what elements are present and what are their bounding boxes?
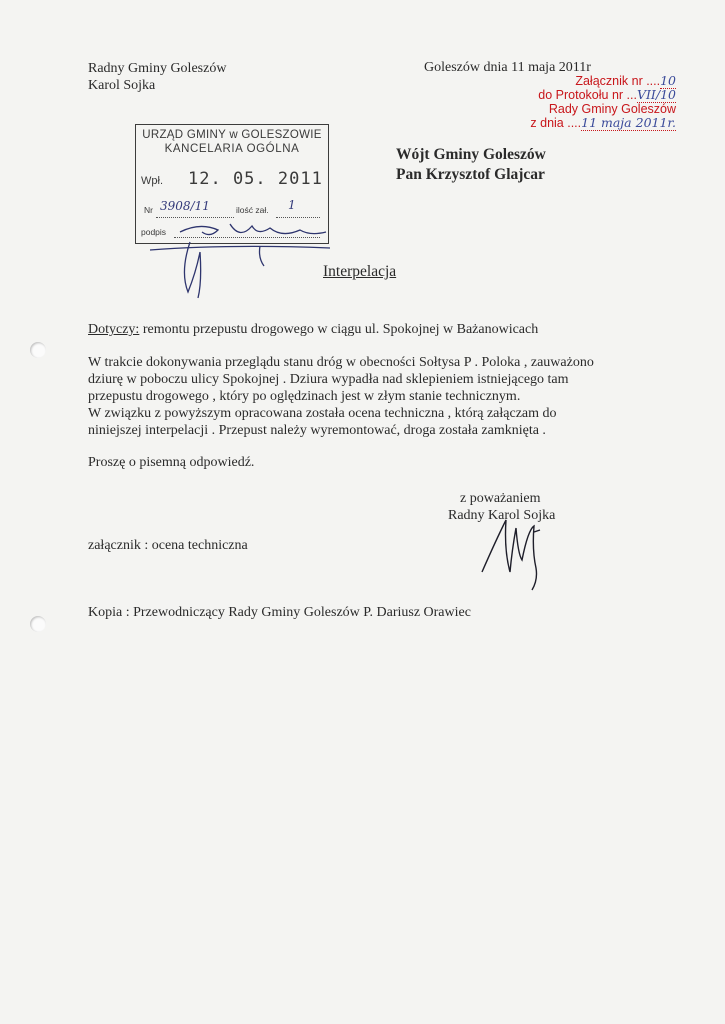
request-line: Proszę o pisemną odpowiedź. [88,455,255,470]
stamp-attachments-value: 1 [288,198,296,212]
protocol-number-label: do Protokołu nr ... [538,88,637,102]
stamp-office: URZĄD GMINY w GOLESZOWIE [142,129,322,141]
stamp-number-dots [156,217,234,218]
body-line: niniejszej interpelacji . Przepust należy wyremontować, droga została zamknięta . [88,423,546,438]
attachment-number-label: Załącznik nr .... [575,74,661,88]
closing-salutation: z poważaniem [460,491,541,506]
closing-name: Radny Karol Sojka [448,508,556,523]
attachment-number-value: 10 [660,73,676,88]
stamp-attachments-label: ilość zał. [236,205,269,215]
punch-hole-bottom [30,616,46,632]
addressee-name: Pan Krzysztof Glajcar [396,166,545,183]
body-line: dziurę w poboczu ulicy Spokojnej . Dziura wypadła nad sklepieniem istniejącego tam [88,372,569,387]
subject-label: Dotyczy: [88,322,140,337]
place-date: Goleszów dnia 11 maja 2011r [424,60,591,75]
sender-block [88,60,226,94]
attachment-date-line [506,116,676,130]
subject-text: remontu przepustu drogowego w ciągu ul. Spokojnej w Bażanowicach [139,322,539,337]
stamp-number-label: Nr [144,205,153,215]
sender-name: Karol Sojka [88,78,156,93]
body-line: W trakcie dokonywania przeglądu stanu dróg w obecności Sołtysa P . Poloka , zauważono [88,355,594,370]
registry-signature-icon [140,222,340,302]
addressee-block [396,145,546,185]
enclosure-line: załącznik : ocena techniczna [88,538,248,553]
document-title: Interpelacja [323,263,397,280]
stamp-signature-label: podpis [141,227,167,237]
author-signature-icon [476,510,556,590]
stamp-received-label: Wpł. [141,175,163,187]
subject-line [88,322,538,338]
body-line: przepustu drogowego , który po oględzinach jest w złym stanie technicznym. [88,389,521,404]
stamp-number-value: 3908/11 [160,199,210,213]
copy-to-line: Kopia : Przewodniczący Rady Gminy Goleszów P. Dariusz Orawiec [88,605,471,620]
stamp-received-date: 12. 05. 2011 [188,169,323,189]
addressee-title: Wójt Gminy Goleszów [396,146,546,163]
protocol-number-line [506,88,676,102]
punch-hole-top [30,342,46,358]
stamp-attachments-dots [276,217,320,218]
protocol-number-value: VII/10 [636,87,676,102]
letter-body [88,354,608,439]
attachment-number-line [506,74,676,88]
stamp-department: KANCELARIA OGÓLNA [164,143,300,155]
attachment-stamp [506,74,676,130]
council-name: Rady Gminy Goleszów [548,102,676,116]
attachment-date-value: 11 maja 2011r. [581,115,676,130]
sender-title: Radny Gminy Goleszów [88,61,227,76]
attachment-date-label: z dnia .... [530,116,582,130]
body-line: W związku z powyższym opracowana została ocena techniczna , którą załączam do [88,406,557,421]
